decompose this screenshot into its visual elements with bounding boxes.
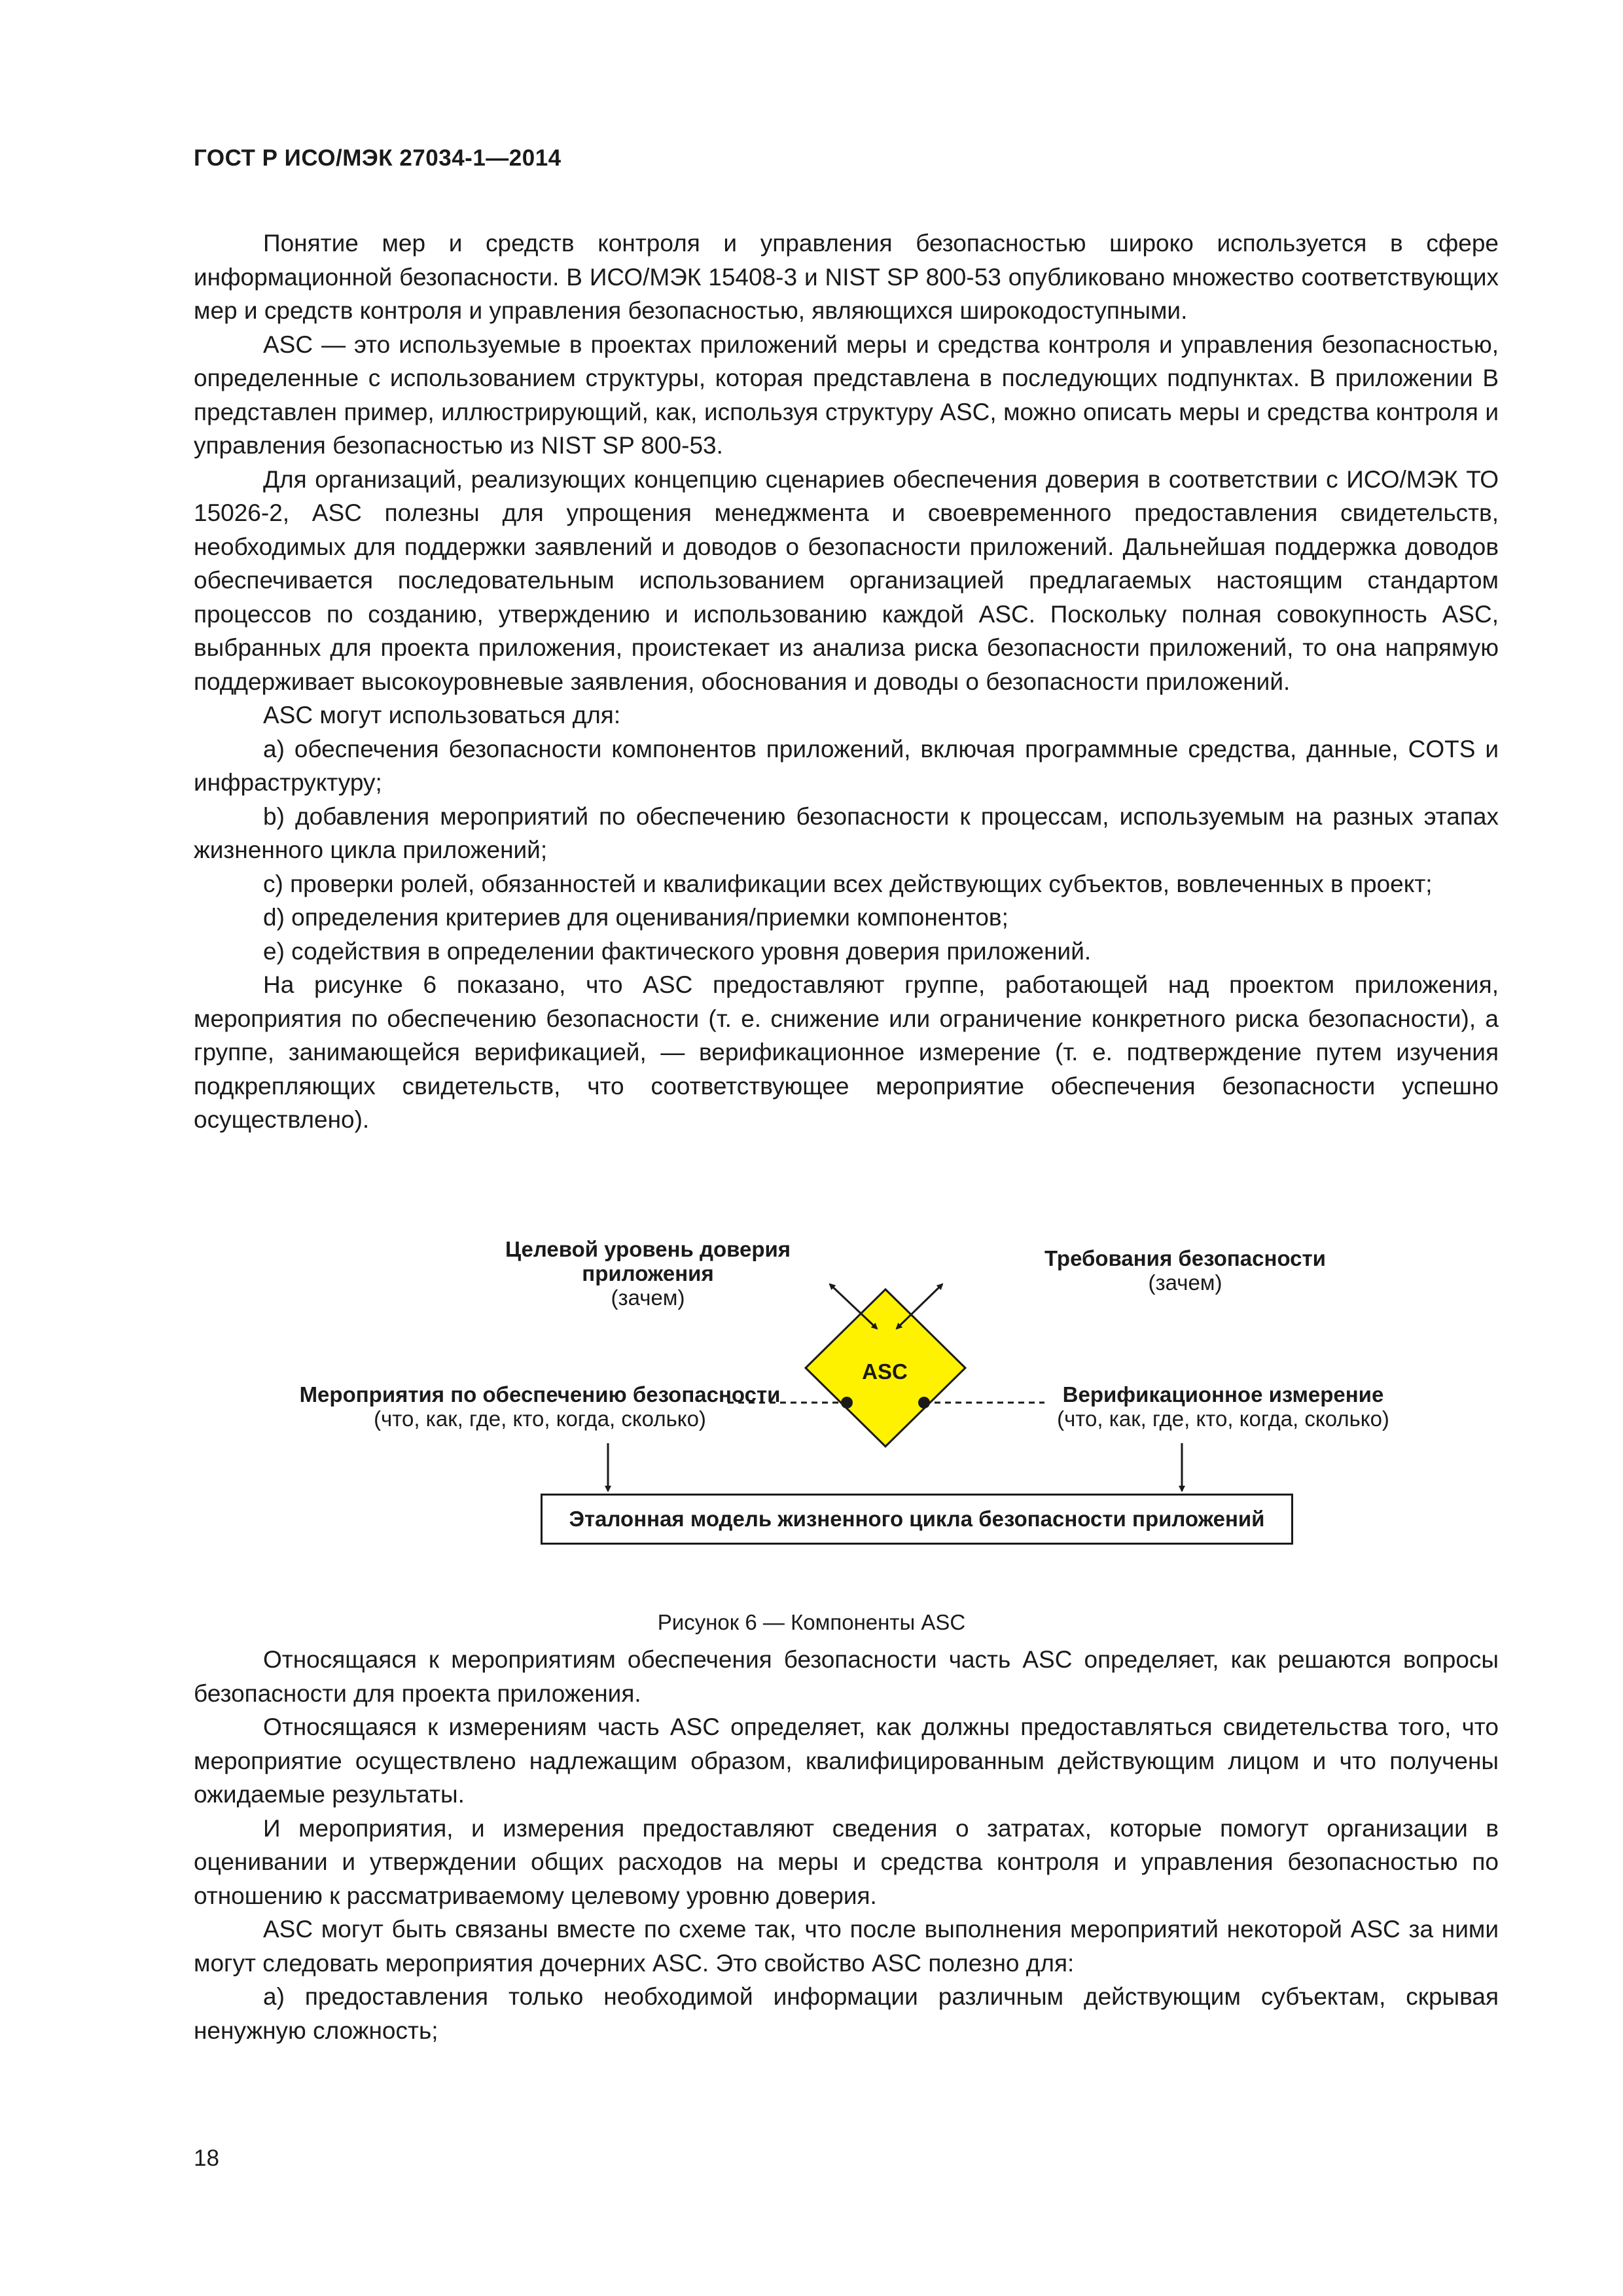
asc-label: ASC (862, 1359, 908, 1384)
paragraph: ASC могут использоваться для: (263, 702, 621, 728)
verification-connector-dot (918, 1397, 930, 1408)
list-item: a) обеспечения безопасности компонентов приложений, включая программные средства, данные, COTS и инфраструктуру; (194, 735, 1499, 796)
figure-asc-components (0, 1217, 1623, 1643)
paragraph: Понятие мер и средств контроля и управления безопасностью широко используется в сфере информационной безопасности. В ИСО/МЭК 15408-3 и NIST SP 800-53 опубликовано множество соответствующих мер и средств контроля и управления безопасностью, являющихся широкодоступными. (194, 230, 1499, 324)
paragraph: На рисунке 6 показано, что ASC предоставляют группе, работающей над проектом приложения, мероприятия по обеспечению безопасности (т. е. снижение или ограничение конкретного риска безопасности), а группе, занимающейся верификацией, — верификационное измерение (т. е. подтверждение путем изучения подкрепляющих свидетельств, что соответствующее мероприятие обеспечения безопасности успешно осуществлено). (194, 971, 1499, 1133)
activities-label: Мероприятия по обеспечению безопасности (что, как, где, кто, когда, сколько) (299, 1382, 781, 1431)
list-item: c) проверки ролей, обязанностей и квалификации всех действующих субъектов, вовлеченных в проект; (263, 870, 1433, 897)
paragraph: ASC могут быть связаны вместе по схеме так, что после выполнения мероприятий некоторой ASC за ними могут следовать мероприятия дочерних ASC. Это свойство ASC полезно для: (194, 1916, 1499, 1977)
paragraph: Относящаяся к мероприятиям обеспечения безопасности часть ASC определяет, как решаются вопросы безопасности для проекта приложения. (194, 1646, 1499, 1707)
target-level-label: Целевой уровень доверия приложения (зачем) (505, 1237, 791, 1310)
body-text-top (194, 226, 1499, 1137)
lifecycle-model-box: Эталонная модель жизненного цикла безопасности приложений (541, 1494, 1293, 1545)
list-item: a) предоставления только необходимой информации различным действующим субъектам, скрывая ненужную сложность; (194, 1983, 1499, 2044)
security-requirements-label: Требования безопасности (зачем) (1044, 1246, 1326, 1295)
verification-label: Верификационное измерение (что, как, где, кто, когда, сколько) (1057, 1382, 1389, 1431)
paragraph: Относящаяся к измерениям часть ASC определяет, как должны предоставляться свидетельства того, что мероприятие осуществлено надлежащим образом, квалифицированным действующим лицом и что получены ожидаемые результаты. (194, 1713, 1499, 1808)
paragraph: Для организаций, реализующих концепцию сценариев обеспечения доверия в соответствии с ИСО/МЭК ТО 15026-2, ASC полезны для упрощения менеджмента и своевременного предоставления свидетельств, необходимых для поддержки заявлений и доводов о безопасности приложений. Дальнейшая поддержка доводов обеспечивается последовательным использованием организацией предлагаемых настоящим стандартом процессов по созданию, утверждению и использованию каждой ASC. Поскольку полная совокупность ASC, выбранных для проекта приложения, проистекает из анализа риска безопасности приложений, то она напрямую поддерживает высокоуровневые заявления, обоснования и доводы о безопасности приложений. (194, 465, 1499, 695)
list-item: b) добавления мероприятий по обеспечению безопасности к процессам, используемым на разных этапах жизненного цикла приложений; (194, 802, 1499, 863)
body-text-bottom (194, 1643, 1499, 2047)
document-header: ГОСТ Р ИСО/МЭК 27034-1—2014 (194, 145, 562, 171)
paragraph: ASC — это используемые в проектах приложений меры и средства контроля и управления безопасностью, определенные с использованием структуры, которая представлена в последующих подпунктах. В приложении В представлен пример, иллюстрирующий, как, используя структуру ASC, можно описать меры и средства контроля и управления безопасностью из NIST SP 800-53. (194, 331, 1499, 459)
paragraph: И мероприятия, и измерения предоставляют сведения о затратах, которые помогут организации в оценивании и утверждении общих расходов на меры и средства контроля и управления безопасностью по отношению к рассматриваемому целевому уровню доверия. (194, 1814, 1499, 1909)
page-number: 18 (194, 2145, 219, 2171)
activities-connector-dot (841, 1397, 853, 1408)
list-item: d) определения критериев для оценивания/приемки компонентов; (263, 904, 1008, 931)
figure-caption: Рисунок 6 — Компоненты ASC (657, 1610, 966, 1634)
list-item: e) содействия в определении фактического уровня доверия приложений. (263, 937, 1092, 965)
